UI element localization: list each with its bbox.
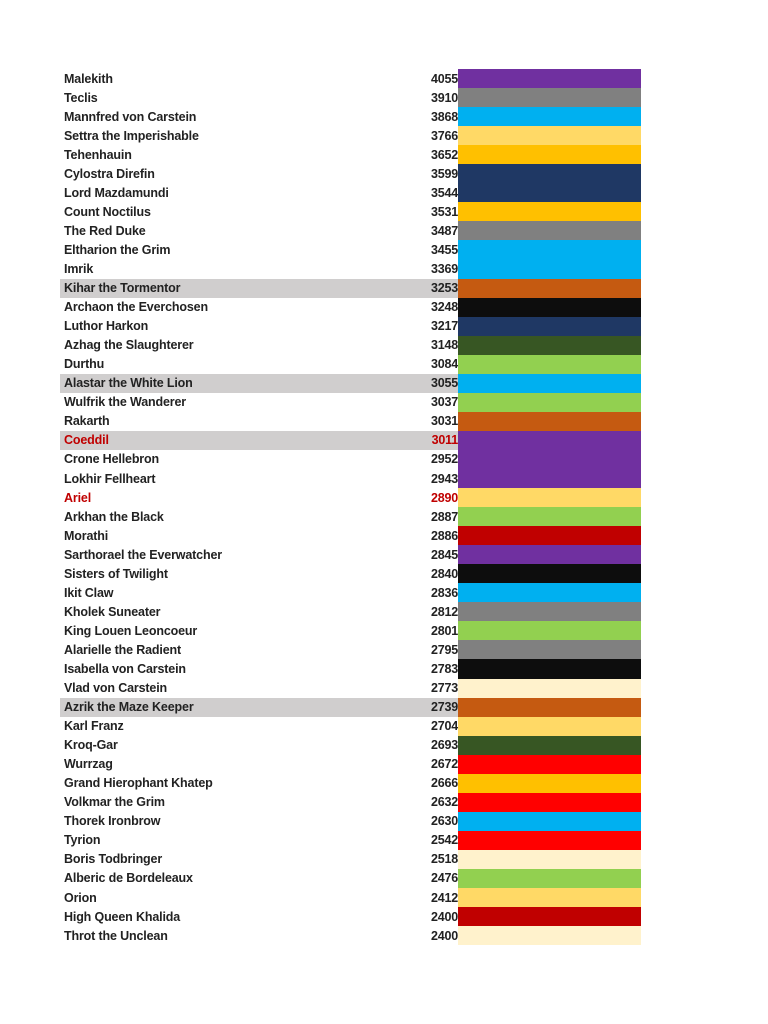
table-row <box>60 545 641 564</box>
lord-name: Alarielle the Radient <box>64 642 182 657</box>
lord-name: Morathi <box>64 528 109 543</box>
row-label-cell <box>60 507 458 526</box>
color-swatch <box>458 412 641 431</box>
row-label-cell <box>60 774 458 793</box>
color-swatch <box>458 793 641 812</box>
row-label-cell <box>60 393 458 412</box>
table-row <box>60 774 641 793</box>
lord-score: 3248 <box>430 300 458 315</box>
table-row <box>60 336 641 355</box>
color-swatch <box>458 126 641 145</box>
lord-score: 2400 <box>430 909 458 924</box>
color-swatch <box>458 679 641 698</box>
color-swatch <box>458 336 641 355</box>
lord-name: Teclis <box>64 90 98 105</box>
lord-name: Coeddil <box>64 433 109 448</box>
row-label-cell <box>60 412 458 431</box>
lord-score: 2943 <box>430 471 458 486</box>
row-label-cell <box>60 126 458 145</box>
lord-name: Wulfrik the Wanderer <box>64 395 187 410</box>
lord-score: 2773 <box>430 681 458 696</box>
lord-name: Alberic de Bordeleaux <box>64 871 193 886</box>
row-label-cell <box>60 488 458 507</box>
leaderboard-table <box>60 69 641 945</box>
table-row <box>60 355 641 374</box>
color-swatch <box>458 659 641 678</box>
table-row <box>60 888 641 907</box>
table-row <box>60 450 641 469</box>
lord-score: 3011 <box>431 433 458 448</box>
color-swatch <box>458 926 641 945</box>
color-swatch <box>458 298 641 317</box>
color-swatch <box>458 107 641 126</box>
lord-name: Mannfred von Carstein <box>64 109 197 124</box>
row-label-cell <box>60 812 458 831</box>
lord-score: 2672 <box>430 757 458 772</box>
color-swatch <box>458 240 641 259</box>
row-label-cell <box>60 336 458 355</box>
lord-score: 3148 <box>430 338 458 353</box>
lord-name: Tehenhauin <box>64 147 132 162</box>
color-swatch <box>458 831 641 850</box>
row-label-cell <box>60 69 458 88</box>
lord-score: 2836 <box>430 585 458 600</box>
lord-score: 2795 <box>430 642 458 657</box>
lord-name: Durthu <box>64 357 105 372</box>
table-row <box>60 164 641 183</box>
table-row <box>60 869 641 888</box>
table-row <box>60 240 641 259</box>
lord-name: Rakarth <box>64 414 110 429</box>
color-swatch <box>458 621 641 640</box>
color-swatch <box>458 69 641 88</box>
lord-name: Cylostra Direfin <box>64 166 155 181</box>
color-swatch <box>458 755 641 774</box>
table-row <box>60 145 641 164</box>
lord-score: 2812 <box>430 604 458 619</box>
lord-score: 3599 <box>430 166 458 181</box>
table-row <box>60 621 641 640</box>
color-swatch <box>458 507 641 526</box>
lord-name: Malekith <box>64 71 113 86</box>
lord-name: Vlad von Carstein <box>64 681 168 696</box>
color-swatch <box>458 602 641 621</box>
table-row <box>60 698 641 717</box>
lord-score: 2400 <box>430 928 458 943</box>
lord-score: 3487 <box>430 223 458 238</box>
color-swatch <box>458 469 641 488</box>
color-swatch <box>458 812 641 831</box>
lord-name: Sarthorael the Everwatcher <box>64 547 222 562</box>
color-swatch <box>458 183 641 202</box>
table-row <box>60 526 641 545</box>
table-row <box>60 602 641 621</box>
color-swatch <box>458 145 641 164</box>
lord-name: Lord Mazdamundi <box>64 185 169 200</box>
table-row <box>60 926 641 945</box>
lord-score: 2632 <box>430 795 458 810</box>
lord-score: 2476 <box>430 871 458 886</box>
table-row <box>60 279 641 298</box>
row-label-cell <box>60 621 458 640</box>
color-swatch <box>458 88 641 107</box>
table-row <box>60 431 641 450</box>
row-label-cell <box>60 259 458 278</box>
table-row <box>60 564 641 583</box>
lord-name: Alastar the White Lion <box>64 376 193 391</box>
color-swatch <box>458 564 641 583</box>
lord-name: Orion <box>64 890 97 905</box>
table-row <box>60 755 641 774</box>
table-row <box>60 640 641 659</box>
lord-score: 3055 <box>430 376 458 391</box>
row-label-cell <box>60 717 458 736</box>
color-swatch <box>458 259 641 278</box>
table-row <box>60 850 641 869</box>
lord-name: Ikit Claw <box>64 585 114 600</box>
lord-name: Kroq-Gar <box>64 738 118 753</box>
lord-name: Wurrzag <box>64 757 113 772</box>
lord-name: Boris Todbringer <box>64 852 163 867</box>
color-swatch <box>458 355 641 374</box>
color-swatch <box>458 164 641 183</box>
row-label-cell <box>60 640 458 659</box>
row-label-cell <box>60 298 458 317</box>
color-swatch <box>458 202 641 221</box>
row-label-cell <box>60 374 458 393</box>
lord-name: Luthor Harkon <box>64 319 149 334</box>
lord-name: Azrik the Maze Keeper <box>64 700 194 715</box>
lord-name: Settra the Imperishable <box>64 128 199 143</box>
lord-score: 2886 <box>430 528 458 543</box>
color-swatch <box>458 317 641 336</box>
table-row <box>60 69 641 88</box>
table-row <box>60 412 641 431</box>
lord-name: Ariel <box>64 490 92 505</box>
lord-name: Grand Hierophant Khatep <box>64 776 213 791</box>
lord-score: 2412 <box>430 890 458 905</box>
color-swatch <box>458 279 641 298</box>
color-swatch <box>458 450 641 469</box>
color-swatch <box>458 736 641 755</box>
row-label-cell <box>60 164 458 183</box>
color-swatch <box>458 221 641 240</box>
row-label-cell <box>60 793 458 812</box>
row-label-cell <box>60 202 458 221</box>
color-swatch <box>458 374 641 393</box>
lord-name: Volkmar the Grim <box>64 795 165 810</box>
row-label-cell <box>60 926 458 945</box>
lord-name: Kihar the Tormentor <box>64 281 181 296</box>
lord-name: Lokhir Fellheart <box>64 471 156 486</box>
row-label-cell <box>60 221 458 240</box>
color-swatch <box>458 698 641 717</box>
lord-score: 2840 <box>430 566 458 581</box>
lord-name: Archaon the Everchosen <box>64 300 208 315</box>
color-swatch <box>458 526 641 545</box>
lord-name: Azhag the Slaughterer <box>64 338 194 353</box>
lord-name: Crone Hellebron <box>64 452 159 467</box>
lord-score: 4055 <box>430 71 458 86</box>
row-label-cell <box>60 469 458 488</box>
lord-score: 3253 <box>430 281 458 296</box>
table-row <box>60 812 641 831</box>
lord-score: 3652 <box>430 147 458 162</box>
lord-score: 3037 <box>430 395 458 410</box>
table-row <box>60 717 641 736</box>
lord-name: Kholek Suneater <box>64 604 161 619</box>
row-label-cell <box>60 583 458 602</box>
table-row <box>60 107 641 126</box>
color-swatch <box>458 850 641 869</box>
lord-score: 2666 <box>430 776 458 791</box>
lord-score: 3868 <box>430 109 458 124</box>
color-swatch <box>458 431 641 450</box>
color-swatch <box>458 545 641 564</box>
row-label-cell <box>60 240 458 259</box>
row-label-cell <box>60 869 458 888</box>
lord-score: 2801 <box>430 623 458 638</box>
lord-name: Throt the Unclean <box>64 928 168 943</box>
lord-score: 2887 <box>430 509 458 524</box>
lord-score: 3766 <box>430 128 458 143</box>
table-row <box>60 126 641 145</box>
table-row <box>60 374 641 393</box>
row-label-cell <box>60 88 458 107</box>
table-row <box>60 488 641 507</box>
row-label-cell <box>60 888 458 907</box>
lord-score: 3531 <box>430 204 458 219</box>
lord-name: King Louen Leoncoeur <box>64 623 198 638</box>
lord-name: Karl Franz <box>64 719 124 734</box>
row-label-cell <box>60 183 458 202</box>
lord-score: 2890 <box>430 490 458 505</box>
lord-name: Sisters of Twilight <box>64 566 168 581</box>
lord-name: Eltharion the Grim <box>64 242 171 257</box>
table-row <box>60 88 641 107</box>
lord-score: 2739 <box>430 700 458 715</box>
table-row <box>60 317 641 336</box>
table-row <box>60 259 641 278</box>
row-label-cell <box>60 355 458 374</box>
lord-name: Arkhan the Black <box>64 509 164 524</box>
table-row <box>60 907 641 926</box>
table-row <box>60 202 641 221</box>
lord-score: 3031 <box>430 414 458 429</box>
lord-score: 2704 <box>430 719 458 734</box>
lord-score: 3369 <box>430 261 458 276</box>
table-row <box>60 393 641 412</box>
table-row <box>60 583 641 602</box>
color-swatch <box>458 717 641 736</box>
lord-score: 2952 <box>430 452 458 467</box>
table-row <box>60 507 641 526</box>
color-swatch <box>458 488 641 507</box>
color-swatch <box>458 583 641 602</box>
row-label-cell <box>60 659 458 678</box>
table-row <box>60 183 641 202</box>
lord-name: Count Noctilus <box>64 204 151 219</box>
row-label-cell <box>60 431 458 450</box>
lord-name: Isabella von Carstein <box>64 661 186 676</box>
lord-score: 3084 <box>430 357 458 372</box>
row-label-cell <box>60 850 458 869</box>
lord-score: 3910 <box>430 90 458 105</box>
lord-name: Imrik <box>64 261 94 276</box>
color-swatch <box>458 640 641 659</box>
color-swatch <box>458 869 641 888</box>
color-swatch <box>458 774 641 793</box>
lord-name: Thorek Ironbrow <box>64 814 161 829</box>
table-row <box>60 221 641 240</box>
row-label-cell <box>60 526 458 545</box>
row-label-cell <box>60 698 458 717</box>
row-label-cell <box>60 279 458 298</box>
table-row <box>60 831 641 850</box>
table-row <box>60 659 641 678</box>
row-label-cell <box>60 107 458 126</box>
row-label-cell <box>60 679 458 698</box>
lord-score: 2542 <box>430 833 458 848</box>
row-label-cell <box>60 831 458 850</box>
lord-score: 3217 <box>430 319 458 334</box>
lord-name: The Red Duke <box>64 223 146 238</box>
lord-score: 3455 <box>430 242 458 257</box>
table-row <box>60 793 641 812</box>
row-label-cell <box>60 907 458 926</box>
lord-score: 2693 <box>430 738 458 753</box>
lord-score: 3544 <box>430 185 458 200</box>
table-row <box>60 469 641 488</box>
table-row <box>60 298 641 317</box>
row-label-cell <box>60 736 458 755</box>
lord-score: 2518 <box>430 852 458 867</box>
lord-score: 2630 <box>430 814 458 829</box>
table-row <box>60 736 641 755</box>
color-swatch <box>458 907 641 926</box>
row-label-cell <box>60 545 458 564</box>
color-swatch <box>458 888 641 907</box>
row-label-cell <box>60 602 458 621</box>
table-row <box>60 679 641 698</box>
row-label-cell <box>60 564 458 583</box>
row-label-cell <box>60 755 458 774</box>
row-label-cell <box>60 317 458 336</box>
lord-score: 2845 <box>430 547 458 562</box>
lord-score: 2783 <box>430 661 458 676</box>
lord-name: High Queen Khalida <box>64 909 181 924</box>
row-label-cell <box>60 450 458 469</box>
row-label-cell <box>60 145 458 164</box>
color-swatch <box>458 393 641 412</box>
lord-name: Tyrion <box>64 833 101 848</box>
